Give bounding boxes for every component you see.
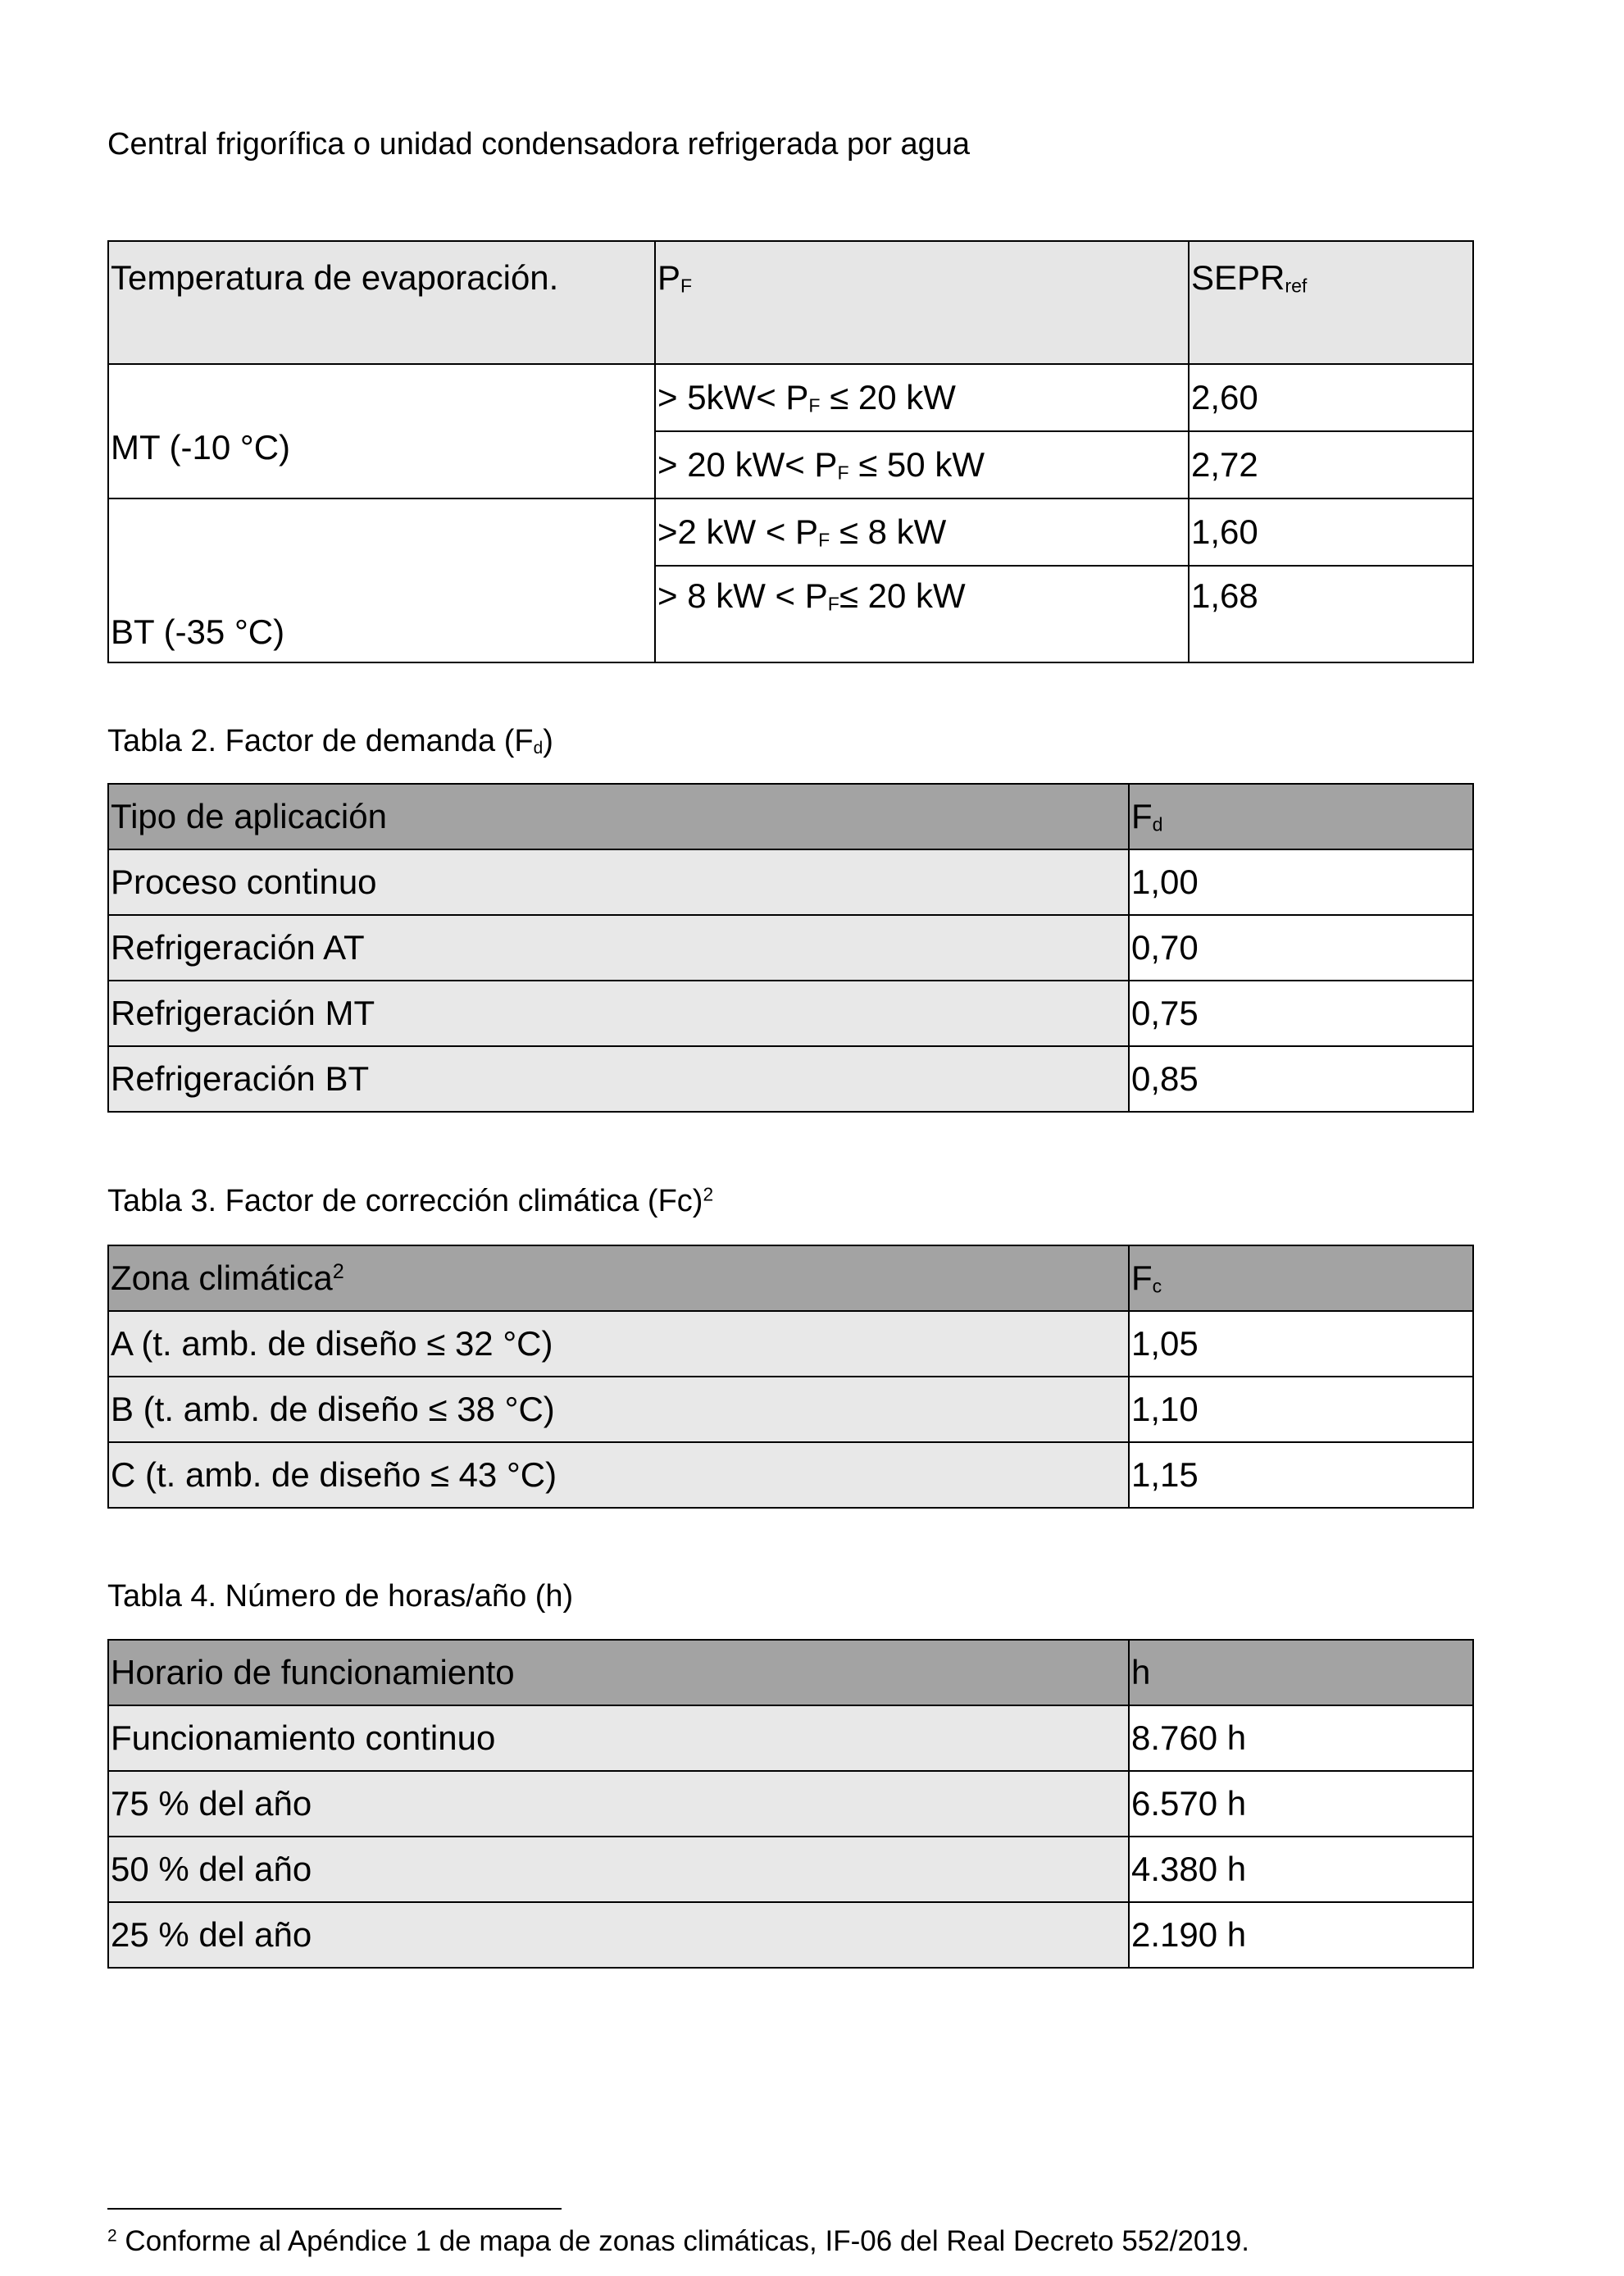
- header-hours: h: [1129, 1640, 1473, 1705]
- row-value: 1,05: [1129, 1311, 1473, 1377]
- header-pf: $P_F$: [655, 241, 1189, 364]
- table-row: [108, 1311, 1473, 1377]
- row-label: A (t. amb. de diseño ≤ 32 °C): [108, 1311, 1129, 1377]
- table-row: [108, 1705, 1473, 1771]
- table-row: [108, 1442, 1473, 1508]
- row-label: 25 % del año: [108, 1902, 1129, 1968]
- header-climate-zone: Zona climática$^2$: [108, 1245, 1129, 1311]
- row-label: B (t. amb. de diseño ≤ 38 °C): [108, 1377, 1129, 1442]
- row-label: Refrigeración MT: [108, 981, 1129, 1046]
- row-value: 0,70: [1129, 915, 1473, 981]
- table-row: [108, 1902, 1473, 1968]
- table-row: [108, 1046, 1473, 1112]
- header-sepr-ref: $SEPR_{ref}$: [1189, 241, 1473, 364]
- row-label: Refrigeración BT: [108, 1046, 1129, 1112]
- header-fd: $F_d$: [1129, 784, 1473, 849]
- row-value: 0,85: [1129, 1046, 1473, 1112]
- zone-mt: MT (-10 °C): [108, 364, 655, 498]
- demand-factor-table: [107, 783, 1474, 1113]
- table3-caption: Tabla 3. Factor de corrección climática $(Fc)^2$: [107, 1183, 714, 1218]
- table-row: [108, 498, 1473, 566]
- power-range: > 20 $kW< P_F \le 50$ kW: [655, 431, 1189, 498]
- table-row: [108, 1771, 1473, 1837]
- table-row: [108, 981, 1473, 1046]
- table-header-row: [108, 784, 1473, 849]
- sepr-header-row: [108, 241, 1473, 364]
- footnote: [107, 2225, 1249, 2258]
- row-label: Funcionamiento continuo: [108, 1705, 1129, 1771]
- table-row: [108, 915, 1473, 981]
- page-heading: Central frigorífica o unidad condensadora refrigerada por agua: [107, 127, 970, 162]
- table-header-row: [108, 1245, 1473, 1311]
- sepr-table: [107, 240, 1474, 663]
- table-row: [108, 849, 1473, 915]
- row-value: 1,00: [1129, 849, 1473, 915]
- row-value: 1,10: [1129, 1377, 1473, 1442]
- row-value: 4.380 h: [1129, 1837, 1473, 1902]
- row-label: C (t. amb. de diseño ≤ 43 °C): [108, 1442, 1129, 1508]
- sepr-value: 1,60: [1189, 498, 1473, 566]
- table-row: [108, 1377, 1473, 1442]
- header-application-type: Tipo de aplicación: [108, 784, 1129, 849]
- header-fc: $F_c$: [1129, 1245, 1473, 1311]
- row-value: 8.760 h: [1129, 1705, 1473, 1771]
- sepr-value: 2,72: [1189, 431, 1473, 498]
- row-label: 75 % del año: [108, 1771, 1129, 1837]
- row-value: 0,75: [1129, 981, 1473, 1046]
- sepr-value: 2,60: [1189, 364, 1473, 431]
- climate-correction-table: [107, 1245, 1474, 1509]
- table4-caption: Tabla 4. Número de horas/año (h): [107, 1579, 574, 1614]
- row-value: 6.570 h: [1129, 1771, 1473, 1837]
- table-row: [108, 364, 1473, 431]
- footnote-divider: [107, 2208, 562, 2210]
- table-row: [108, 1837, 1473, 1902]
- footnote-marker: 2: [107, 2226, 117, 2246]
- power-range: > 8 kW < $P_F\le 20$ kW: [655, 566, 1189, 662]
- header-evaporation-temperature: Temperatura de evaporación.: [108, 241, 655, 364]
- row-value: 2.190 h: [1129, 1902, 1473, 1968]
- table-header-row: [108, 1640, 1473, 1705]
- header-operating-schedule: Horario de funcionamiento: [108, 1640, 1129, 1705]
- table2-caption: Tabla 2. Factor de demanda $(F_d)$: [107, 724, 553, 758]
- power-range: > $5kW< P_F \le 20$ kW: [655, 364, 1189, 431]
- zone-bt: BT (-35 °C): [108, 498, 655, 662]
- hours-per-year-table: [107, 1639, 1474, 1969]
- row-label: 50 % del año: [108, 1837, 1129, 1902]
- footnote-text: Conforme al Apéndice 1 de mapa de zonas climáticas, IF-06 del Real Decreto 552/2019.: [116, 2225, 1250, 2257]
- sepr-value: 1,68: [1189, 566, 1473, 662]
- row-label: Refrigeración AT: [108, 915, 1129, 981]
- row-label: Proceso continuo: [108, 849, 1129, 915]
- power-range: >2 kW < $P_F \le 8$ kW: [655, 498, 1189, 566]
- row-value: 1,15: [1129, 1442, 1473, 1508]
